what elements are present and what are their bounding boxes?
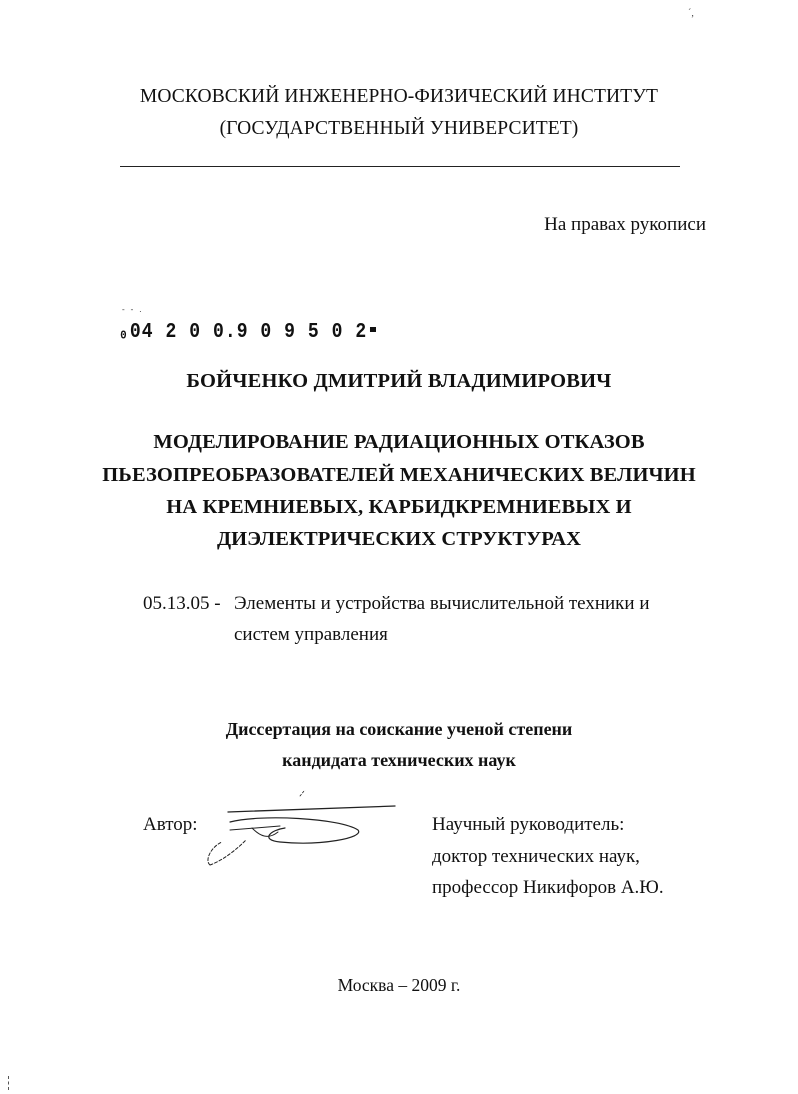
registration-number-text: ₀04 2 0 0.9 0 9 5 0 2 — [118, 321, 368, 344]
author-name: БОЙЧЕНКО ДМИТРИЙ ВЛАДИМИРОВИЧ — [186, 370, 612, 392]
thesis-line-1: Диссертация на соискание ученой степени — [225, 719, 573, 739]
title-line-4: ДИЭЛЕКТРИЧЕСКИХ СТРУКТУРАХ — [216, 528, 582, 550]
title-line-2: ПЬЕЗОПРЕОБРАЗОВАТЕЛЕЙ МЕХАНИЧЕСКИХ ВЕЛИЧИН — [102, 464, 696, 486]
institute-name-line-1: МОСКОВСКИЙ ИНЖЕНЕРНО-ФИЗИЧЕСКИЙ ИНСТИТУТ — [139, 86, 659, 107]
advisor-name: профессор Никифоров А.Ю. — [432, 877, 664, 898]
scan-edge-mark — [8, 1076, 10, 1090]
author-signature — [190, 790, 410, 880]
institute-name-line-2: (ГОСУДАРСТВЕННЫЙ УНИВЕРСИТЕТ) — [219, 118, 579, 139]
title-line-1: МОДЕЛИРОВАНИЕ РАДИАЦИОННЫХ ОТКАЗОВ — [153, 431, 645, 453]
advisor-degree: доктор технических наук, — [432, 846, 640, 867]
registration-mark-icon — [370, 327, 376, 332]
registration-number — [118, 321, 376, 344]
advisor-label: Научный руководитель: — [432, 814, 625, 835]
scan-corner-mark: ´, — [688, 8, 694, 19]
registration-dots: - - . — [122, 305, 144, 314]
specialty-name-line-2: систем управления — [234, 624, 388, 645]
specialty-name-line-1: Элементы и устройства вычислительной техники и — [234, 593, 650, 614]
specialty-code: 05.13.05 - — [143, 593, 221, 614]
title-line-3: НА КРЕМНИЕВЫХ, КАРБИДКРЕМНИЕВЫХ И — [166, 496, 632, 518]
thesis-line-2: кандидата технических наук — [282, 750, 516, 770]
rights-note: На правах рукописи — [544, 214, 706, 235]
header-divider — [120, 166, 680, 167]
city-year: Москва – 2009 г. — [337, 975, 461, 995]
author-label: Автор: — [143, 814, 198, 835]
